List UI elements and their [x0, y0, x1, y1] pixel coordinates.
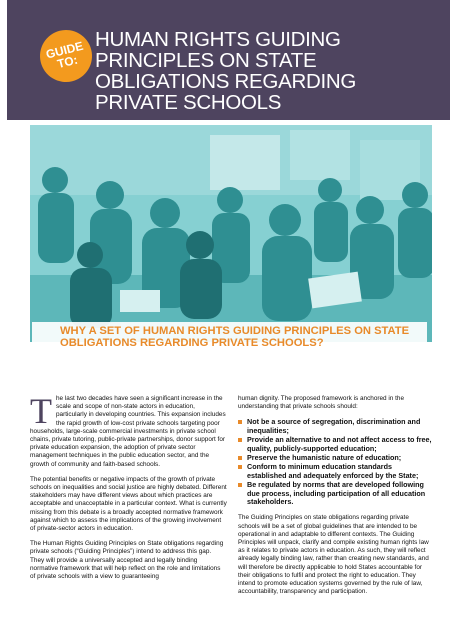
- list-item: Provide an alternative to and not affect access to free, quality, publicly-supported education;: [238, 436, 432, 453]
- group-discussion-photo: [30, 125, 432, 342]
- bullet-square-icon: [238, 465, 242, 469]
- intro-text: he last two decades have seen a significant increase in the scale and scope of non-state actors in education, particularly in developing countries. This expansion includes the rapid growth of low-cost private schools targeting poor households, large-scale commercial investments in private school chains, private tutoring, public-private partnerships, donor support for private education expansion, the adoption of private sector management techniques in the public education sector, and the growth of community and faith-based schools.: [30, 395, 226, 468]
- bullet-square-icon: [238, 420, 242, 424]
- right-column: [238, 395, 432, 604]
- list-item: Be regulated by norms that are developed following due process, including participation of all education stakeholders.: [238, 481, 432, 506]
- list-item: Preserve the humanistic nature of education;: [238, 454, 432, 462]
- left-column: [30, 391, 227, 588]
- drop-cap: T: [30, 391, 52, 431]
- photo-illustration: [30, 125, 432, 342]
- paragraph-3: The Human Rights Guiding Principles on State obligations regarding private schools (“Guiding Principles”) intend to address this gap. They will provide a universally accepted and legally binding normative framework that will help reflect on the role and limitations of private schools with a view to guaranteeing: [30, 540, 224, 581]
- page-title: HUMAN RIGHTS GUIDING PRINCIPLES ON STATE OBLIGATIONS REGARDING PRIVATE SCHOOLS: [95, 28, 357, 114]
- bullet-square-icon: [238, 483, 242, 487]
- list-item: Conform to minimum education standards established and adequately enforced by the State;: [238, 463, 432, 480]
- paragraph-2: The potential benefits or negative impacts of the growth of private schools on inequalities and social justice are highly debated. Different stakeholders may have different views about which practices are acceptable and unacceptable in a particular context. What is currently missing from this debate is a broadly accepted normative framework against which to assess the implications of the growing involvement of private-sector actors in education.: [30, 475, 227, 533]
- bullet-square-icon: [238, 456, 242, 460]
- paragraph-4: human dignity. The proposed framework is anchored in the understanding that private schools should:: [238, 395, 405, 411]
- guide-badge-text: GUIDE TO:: [44, 38, 85, 72]
- section-heading: WHY A SET OF HUMAN RIGHTS GUIDING PRINCIPLES ON STATE OBLIGATIONS REGARDING PRIVATE SCHOOLS?: [60, 325, 410, 349]
- bullet-square-icon: [238, 438, 242, 442]
- paragraph-5: The Guiding Principles on state obligations regarding private schools will be a set of global guidelines that are intended to be operational in and adaptable to different contexts. The Guiding Principles will unpack, clarify and compile existing human rights law as it relates to private actors in education. As such, they will reflect already legally binding law, rather than creating new standards, and will therefore be directly applicable to hold States accountable for their obligations to fulfil and protect the right to education. They intend to promote education systems governed by the rule of law, accountability, transparency and participation.: [238, 514, 429, 596]
- list-item: Not be a source of segregation, discrimination and inequalities;: [238, 418, 432, 435]
- principles-list: [238, 418, 432, 506]
- intro-paragraph: [30, 391, 227, 469]
